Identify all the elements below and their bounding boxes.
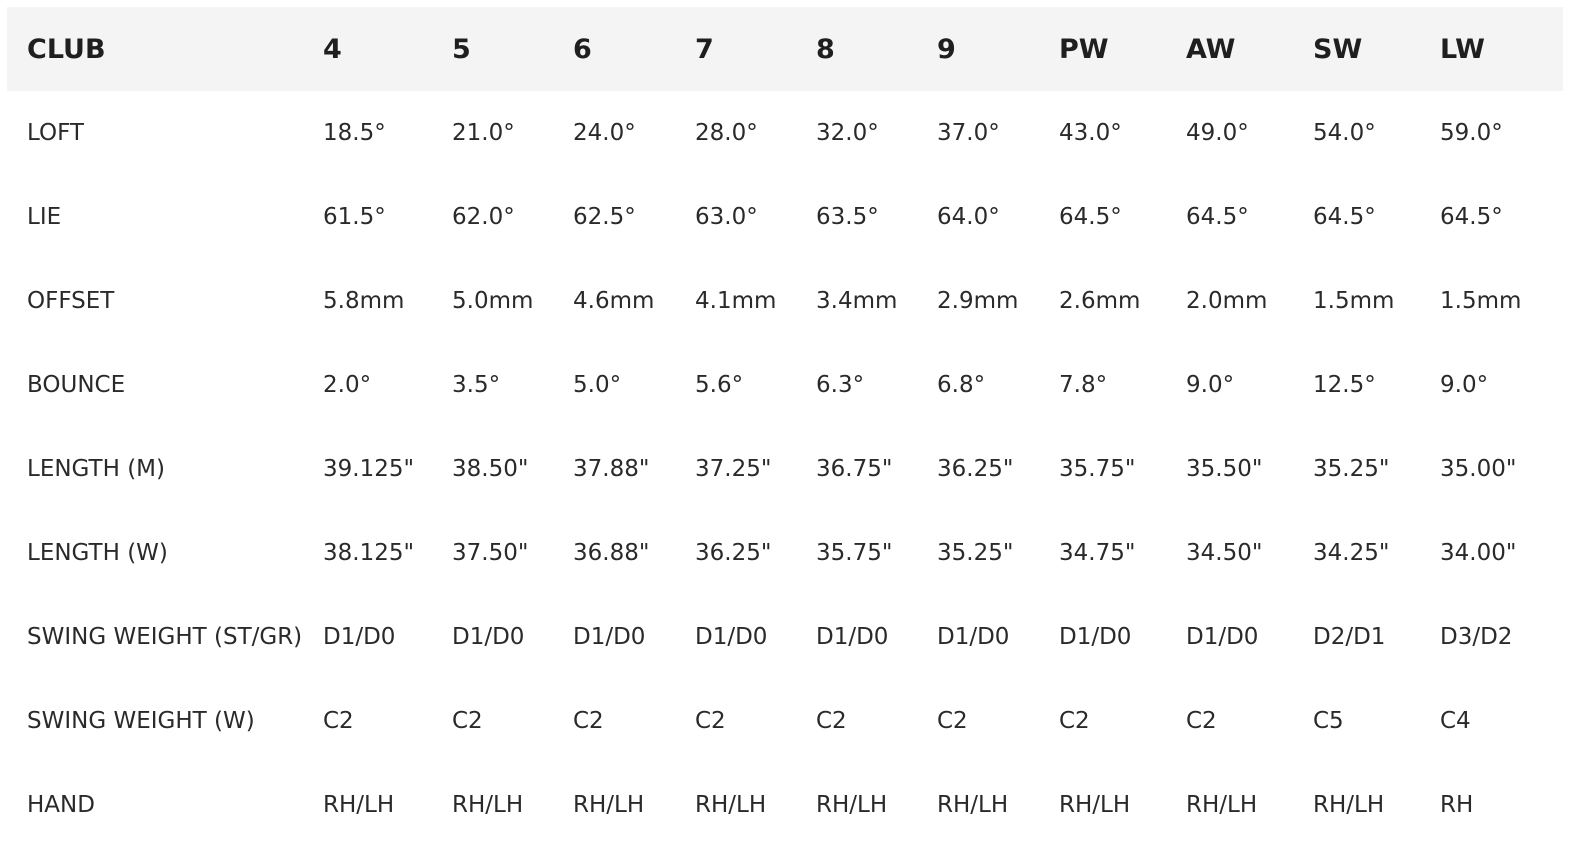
table-cell: 35.25" [1313,456,1390,482]
table-cell: 35.75" [816,540,893,566]
header-cell-lw: LW [1440,33,1485,65]
table-cell: 39.125" [323,456,415,482]
table-cell: RH [1440,792,1474,818]
table-cell: RH/LH [937,792,1009,818]
row-label: SWING WEIGHT (ST/GR) [27,624,303,650]
table-cell: C2 [695,708,726,734]
table-cell: 5.0mm [452,288,534,314]
table-cell: D2/D1 [1313,624,1386,650]
row-label: BOUNCE [27,372,126,398]
table-cell: C5 [1313,708,1344,734]
table-cell: 37.50" [452,540,529,566]
table-cell: 54.0° [1313,120,1376,146]
table-cell: 2.9mm [937,288,1019,314]
table-header [7,7,1563,91]
specifications-table [7,7,1563,847]
table-cell: D1/D0 [573,624,646,650]
table-cell: 28.0° [695,120,758,146]
table-cell: 9.0° [1440,372,1489,398]
table-cell: 59.0° [1440,120,1503,146]
table-cell: 64.5° [1059,204,1122,230]
table-cell: D1/D0 [1059,624,1132,650]
table-cell: 43.0° [1059,120,1122,146]
table-cell: C2 [1186,708,1217,734]
table-cell: 36.88" [573,540,650,566]
table-cell: 3.5° [452,372,501,398]
table-cell: 38.50" [452,456,529,482]
row-label: LIE [27,204,62,230]
table-row-swing-weight-st-gr [7,595,1563,679]
table-cell: 64.0° [937,204,1000,230]
table-cell: 34.50" [1186,540,1263,566]
table-cell: 2.6mm [1059,288,1141,314]
table-cell: RH/LH [816,792,888,818]
table-row-swing-weight-w [7,679,1563,763]
table-cell: 5.6° [695,372,744,398]
row-label: SWING WEIGHT (W) [27,708,255,734]
table-cell: 34.75" [1059,540,1136,566]
table-cell: C2 [452,708,483,734]
table-cell: C2 [573,708,604,734]
header-row [7,7,1563,91]
table-cell: D1/D0 [937,624,1010,650]
table-body [7,91,1563,847]
table-cell: RH/LH [1186,792,1258,818]
table-row-hand [7,763,1563,847]
table-row-offset [7,259,1563,343]
table-cell: 61.5° [323,204,386,230]
table-row-loft [7,91,1563,175]
table-cell: 24.0° [573,120,636,146]
table-cell: 35.00" [1440,456,1517,482]
table-cell: 4.1mm [695,288,777,314]
table-row-length-m [7,427,1563,511]
table-cell: 63.5° [816,204,879,230]
table-cell: C4 [1440,708,1471,734]
table-cell: 7.8° [1059,372,1108,398]
table-cell: D1/D0 [323,624,396,650]
row-label: OFFSET [27,288,115,314]
table-cell: 35.25" [937,540,1014,566]
header-cell-aw: AW [1186,33,1236,65]
table-cell: 64.5° [1313,204,1376,230]
table-cell: D1/D0 [452,624,525,650]
table-cell: C2 [816,708,847,734]
table-row-length-w [7,511,1563,595]
table-cell: 62.5° [573,204,636,230]
header-cell-club: CLUB [27,33,106,65]
table-cell: 62.0° [452,204,515,230]
table-cell: 38.125" [323,540,415,566]
table-cell: C2 [323,708,354,734]
table-row-bounce [7,343,1563,427]
table-cell: 2.0mm [1186,288,1268,314]
header-cell-sw: SW [1313,33,1363,65]
table-cell: D1/D0 [695,624,768,650]
table-cell: RH/LH [323,792,395,818]
table-cell: 3.4mm [816,288,898,314]
table-cell: 6.3° [816,372,865,398]
table-row-lie [7,175,1563,259]
table-cell: 37.25" [695,456,772,482]
row-label: LOFT [27,120,84,146]
table-cell: 32.0° [816,120,879,146]
table-cell: 37.0° [937,120,1000,146]
table-cell: 35.50" [1186,456,1263,482]
table-cell: 1.5mm [1313,288,1395,314]
table-cell: 35.75" [1059,456,1136,482]
table-cell: 64.5° [1440,204,1503,230]
header-cell-4: 4 [323,33,342,65]
header-cell-pw: PW [1059,33,1109,65]
table-cell: 36.25" [695,540,772,566]
row-label: LENGTH (M) [27,456,165,482]
table-cell: 63.0° [695,204,758,230]
header-cell-6: 6 [573,33,592,65]
table-cell: 49.0° [1186,120,1249,146]
row-label: HAND [27,792,95,818]
table-cell: 2.0° [323,372,372,398]
table-cell: RH/LH [1313,792,1385,818]
table-cell: D3/D2 [1440,624,1513,650]
table-cell: 6.8° [937,372,986,398]
table-cell: 37.88" [573,456,650,482]
table-cell: 34.25" [1313,540,1390,566]
row-label: LENGTH (W) [27,540,168,566]
table-cell: 36.75" [816,456,893,482]
table-cell: 18.5° [323,120,386,146]
table-cell: RH/LH [452,792,524,818]
table-cell: D1/D0 [816,624,889,650]
table-cell: RH/LH [573,792,645,818]
header-cell-9: 9 [937,33,956,65]
table-cell: 9.0° [1186,372,1235,398]
table-cell: C2 [937,708,968,734]
table-cell: 36.25" [937,456,1014,482]
table-cell: 21.0° [452,120,515,146]
header-cell-7: 7 [695,33,714,65]
table-cell: 5.0° [573,372,622,398]
header-cell-5: 5 [452,33,471,65]
table-cell: RH/LH [695,792,767,818]
table-cell: 64.5° [1186,204,1249,230]
table-cell: 34.00" [1440,540,1517,566]
table-cell: C2 [1059,708,1090,734]
table-cell: RH/LH [1059,792,1131,818]
table-cell: 4.6mm [573,288,655,314]
table-cell: D1/D0 [1186,624,1259,650]
table-cell: 5.8mm [323,288,405,314]
header-cell-8: 8 [816,33,835,65]
table-cell: 12.5° [1313,372,1376,398]
table-cell: 1.5mm [1440,288,1522,314]
